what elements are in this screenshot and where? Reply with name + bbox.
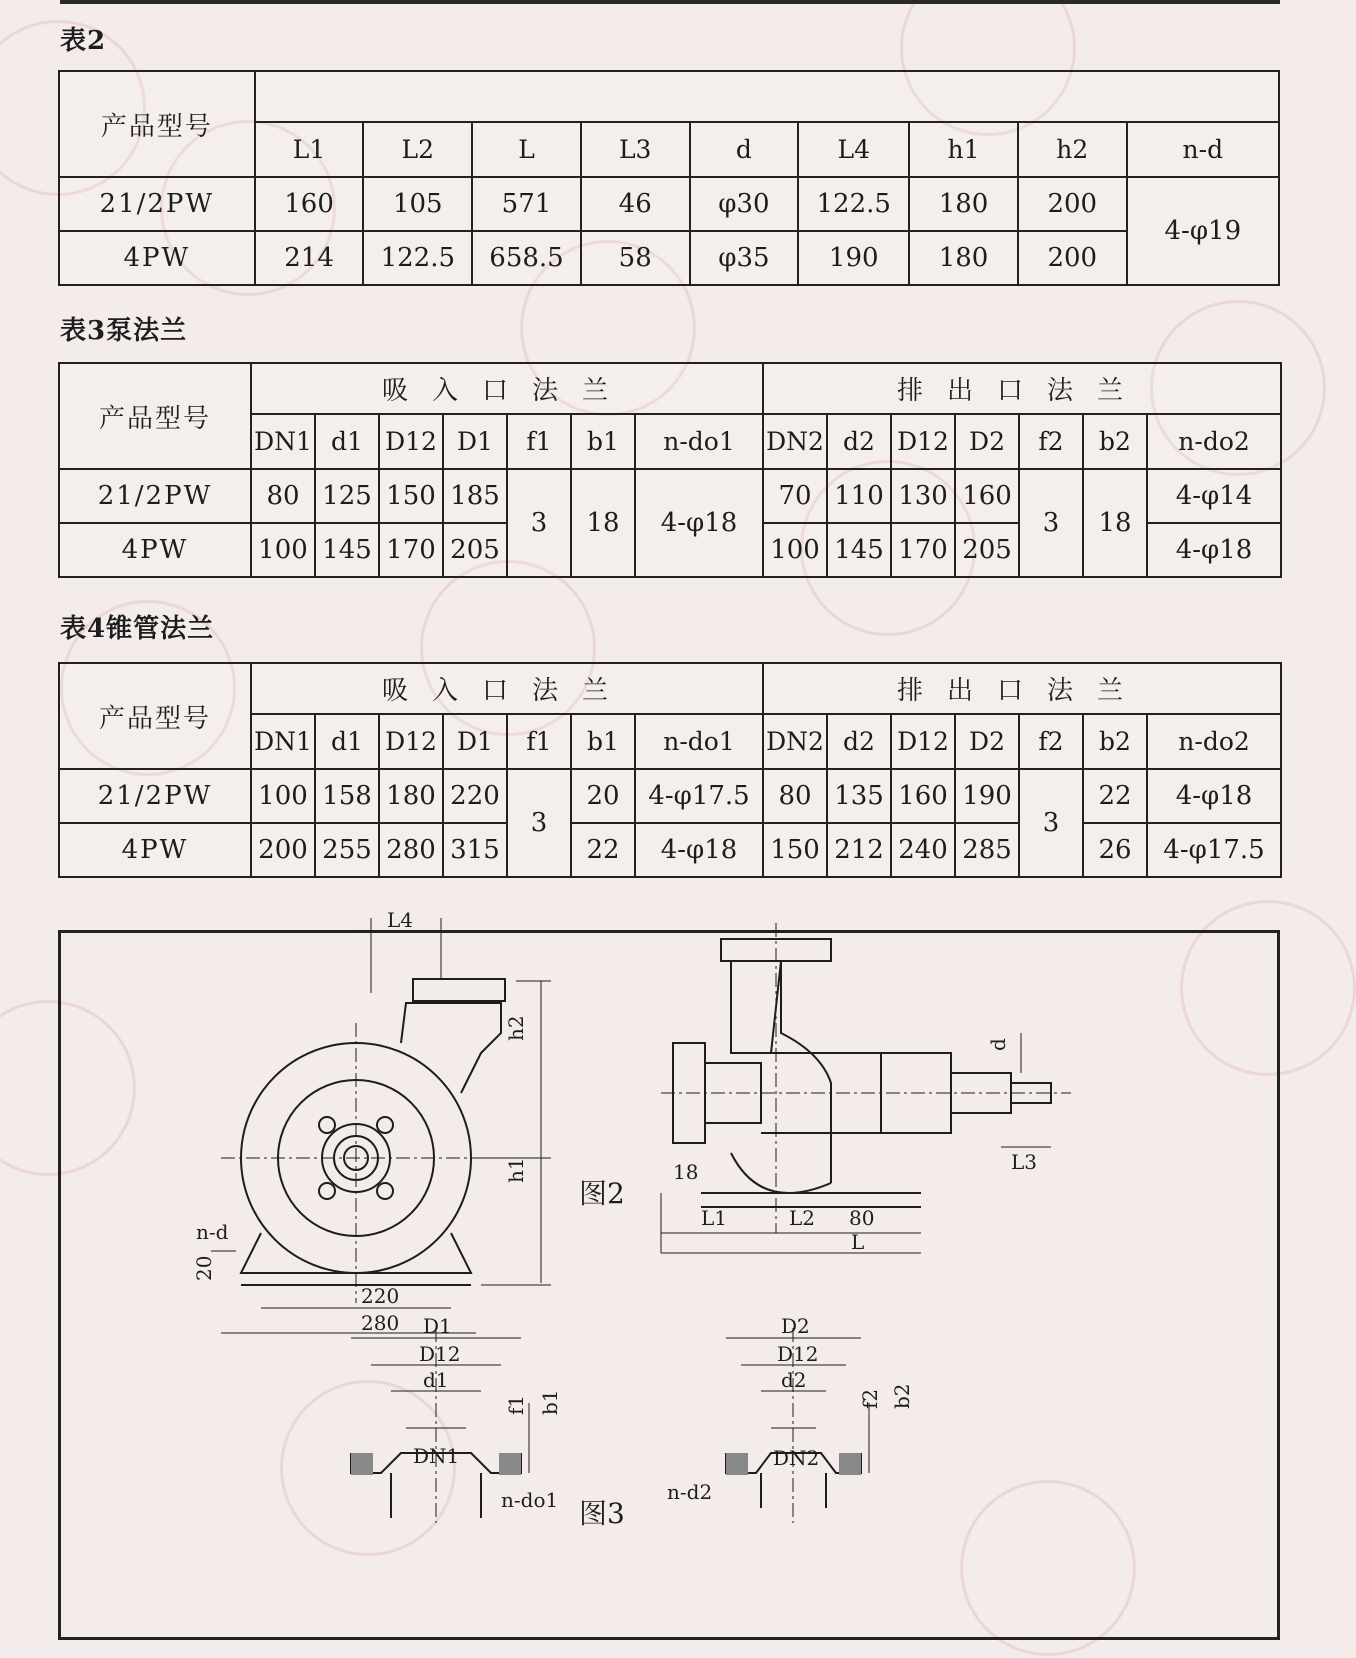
table4-header: DN2 [763, 714, 827, 769]
table3-cell: 100 [763, 523, 827, 577]
table2-model-header: 产品型号 [59, 71, 255, 177]
table2-header: h1 [909, 122, 1018, 177]
table4-model: 21/2PW [59, 769, 251, 823]
table3-model-header: 产品型号 [59, 363, 251, 469]
table2-cell: 160 [255, 177, 364, 231]
table4-cell: 240 [891, 823, 955, 877]
table4-header: D2 [955, 714, 1019, 769]
table4-cell: 100 [251, 769, 315, 823]
table4-header: d1 [315, 714, 379, 769]
table3-header: d2 [827, 414, 891, 469]
table4-cell: 255 [315, 823, 379, 877]
table4-cell: 22 [1083, 769, 1147, 823]
table3-header: b1 [571, 414, 635, 469]
table2-cell: φ30 [690, 177, 799, 231]
table-row [59, 769, 1281, 823]
dim-label-DN2: DN2 [773, 1446, 820, 1470]
table3-model: 21/2PW [59, 469, 251, 523]
table3 [58, 362, 1282, 578]
table4-cell: 200 [251, 823, 315, 877]
figure3-label: 图3 [579, 1497, 625, 1530]
table3-b1: 18 [571, 469, 635, 577]
dim-label-ndo1: n-do1 [501, 1488, 559, 1512]
table2-caption: 表2 [60, 26, 107, 56]
pump-front-view [211, 918, 551, 1333]
table3-cell: 110 [827, 469, 891, 523]
dim-label-20: 20 [192, 1255, 216, 1281]
table2-model: 4PW [59, 231, 255, 285]
table4-cell: 180 [379, 769, 443, 823]
table4-cell: 220 [443, 769, 507, 823]
table3-header: n-do1 [635, 414, 763, 469]
table3-cell: 100 [251, 523, 315, 577]
table4-cell: 285 [955, 823, 1019, 877]
table4-f2: 3 [1019, 769, 1083, 877]
table4-cell: 4-φ18 [1147, 769, 1281, 823]
dim-label-b2: b2 [890, 1383, 914, 1409]
table3-cell: 125 [315, 469, 379, 523]
dim-label-D12: D12 [419, 1342, 461, 1366]
table2-cell: 180 [909, 177, 1018, 231]
dim-label-f1: f1 [504, 1394, 528, 1415]
table3-nd-in: 4-φ18 [635, 469, 763, 577]
table3-cell: 160 [955, 469, 1019, 523]
dim-label-D1: D1 [423, 1314, 452, 1338]
dim-label-f2: f2 [858, 1388, 882, 1409]
table4-cell: 22 [571, 823, 635, 877]
table4-cell: 135 [827, 769, 891, 823]
table3-header: DN1 [251, 414, 315, 469]
table2-cell: φ35 [690, 231, 799, 285]
table3-cell: 4-φ18 [1147, 523, 1281, 577]
table3-header: f1 [507, 414, 571, 469]
table4-header: DN1 [251, 714, 315, 769]
table2-cell: 571 [472, 177, 581, 231]
dim-label-280: 280 [361, 1311, 400, 1335]
dim-label-L4: L4 [387, 908, 414, 932]
table-row [59, 177, 1279, 231]
table3-suction-title: 吸入口法兰 [251, 363, 763, 414]
table3-f2: 3 [1019, 469, 1083, 577]
table3-cell: 70 [763, 469, 827, 523]
table-row [59, 231, 1279, 285]
table3-header: d1 [315, 414, 379, 469]
table4-suction-title: 吸入口法兰 [251, 663, 763, 714]
dim-label-220: 220 [361, 1284, 400, 1308]
table2-blank-header [255, 71, 1279, 122]
dim-label-L: L [851, 1230, 865, 1254]
table4-header: f1 [507, 714, 571, 769]
table2-header: n-d [1127, 122, 1279, 177]
table-row [59, 469, 1281, 523]
table3-cell: 170 [379, 523, 443, 577]
table2-header: L [472, 122, 581, 177]
table2-cell: 190 [798, 231, 909, 285]
table3-header: b2 [1083, 414, 1147, 469]
table3-cell: 80 [251, 469, 315, 523]
table3-cell: 145 [315, 523, 379, 577]
dim-label-80: 80 [849, 1206, 875, 1230]
table4-cell: 4-φ18 [635, 823, 763, 877]
table3-header: n-do2 [1147, 414, 1281, 469]
table3-header: D2 [955, 414, 1019, 469]
table2-header: d [690, 122, 799, 177]
table4-cell: 26 [1083, 823, 1147, 877]
table2-cell: 200 [1018, 231, 1127, 285]
dim-label-D12: D12 [777, 1342, 819, 1366]
top-rule [60, 0, 1280, 4]
dim-label-h2: h2 [504, 1015, 528, 1041]
table2 [58, 70, 1280, 286]
table2-header: h2 [1018, 122, 1127, 177]
table4 [58, 662, 1282, 878]
figure-box [58, 908, 1280, 1640]
table4-cell: 160 [891, 769, 955, 823]
table2-cell: 214 [255, 231, 364, 285]
table2-header: L3 [581, 122, 690, 177]
table4-header: n-do1 [635, 714, 763, 769]
dim-label-d: d [986, 1038, 1010, 1051]
table4-model: 4PW [59, 823, 251, 877]
dim-label-h1: h1 [504, 1157, 528, 1183]
table4-header: D12 [891, 714, 955, 769]
table3-b2: 18 [1083, 469, 1147, 577]
table2-shared-nd: 4-φ19 [1127, 177, 1279, 285]
table4-cell: 280 [379, 823, 443, 877]
table3-header: D12 [891, 414, 955, 469]
table3-f1: 3 [507, 469, 571, 577]
dim-label-nd2: n-d2 [667, 1480, 713, 1504]
table3-header: DN2 [763, 414, 827, 469]
table3-discharge-title: 排出口法兰 [763, 363, 1281, 414]
dim-label-D2: D2 [781, 1314, 810, 1338]
table4-caption: 表4锥管法兰 [60, 614, 215, 644]
table4-cell: 158 [315, 769, 379, 823]
table3-header: D1 [443, 414, 507, 469]
table2-cell: 180 [909, 231, 1018, 285]
figure2-label: 图2 [579, 1177, 625, 1210]
table3-caption: 表3泵法兰 [60, 316, 188, 346]
dim-label-d1: d1 [423, 1368, 449, 1392]
table4-header: b2 [1083, 714, 1147, 769]
dim-label-DN1: DN1 [413, 1444, 460, 1468]
dim-label-L3: L3 [1011, 1150, 1038, 1174]
table4-header: d2 [827, 714, 891, 769]
table4-model-header: 产品型号 [59, 663, 251, 769]
table3-cell: 185 [443, 469, 507, 523]
table3-header: D12 [379, 414, 443, 469]
table2-cell: 122.5 [363, 231, 472, 285]
dim-label-18: 18 [673, 1160, 699, 1184]
table2-cell: 105 [363, 177, 472, 231]
table3-cell: 150 [379, 469, 443, 523]
table4-discharge-title: 排出口法兰 [763, 663, 1281, 714]
table4-cell: 4-φ17.5 [1147, 823, 1281, 877]
table4-cell: 150 [763, 823, 827, 877]
table4-header: f2 [1019, 714, 1083, 769]
table3-header: f2 [1019, 414, 1083, 469]
dim-label-b1: b1 [538, 1389, 562, 1415]
table-row [59, 823, 1281, 877]
table2-cell: 58 [581, 231, 690, 285]
table2-header: L2 [363, 122, 472, 177]
dim-label-d2: d2 [781, 1368, 807, 1392]
pump-drawing [61, 908, 1277, 1637]
table4-f1: 3 [507, 769, 571, 877]
table4-header: D1 [443, 714, 507, 769]
table3-model: 4PW [59, 523, 251, 577]
table2-header: L1 [255, 122, 364, 177]
table2-cell: 122.5 [798, 177, 909, 231]
table4-cell: 80 [763, 769, 827, 823]
table4-cell: 4-φ17.5 [635, 769, 763, 823]
table4-header: n-do2 [1147, 714, 1281, 769]
table3-cell: 130 [891, 469, 955, 523]
pump-side-view [661, 923, 1071, 1253]
table2-cell: 46 [581, 177, 690, 231]
table3-cell: 205 [443, 523, 507, 577]
table4-header: b1 [571, 714, 635, 769]
table4-cell: 212 [827, 823, 891, 877]
dim-label-L1: L1 [701, 1206, 728, 1230]
table4-cell: 315 [443, 823, 507, 877]
table2-header: L4 [798, 122, 909, 177]
dim-label-nd: n-d [196, 1220, 229, 1244]
table2-cell: 658.5 [472, 231, 581, 285]
table4-cell: 20 [571, 769, 635, 823]
table2-model: 21/2PW [59, 177, 255, 231]
table2-cell: 200 [1018, 177, 1127, 231]
table4-header: D12 [379, 714, 443, 769]
table3-cell: 4-φ14 [1147, 469, 1281, 523]
table3-cell: 170 [891, 523, 955, 577]
table3-cell: 205 [955, 523, 1019, 577]
table4-cell: 190 [955, 769, 1019, 823]
table3-cell: 145 [827, 523, 891, 577]
dim-label-L2: L2 [789, 1206, 816, 1230]
